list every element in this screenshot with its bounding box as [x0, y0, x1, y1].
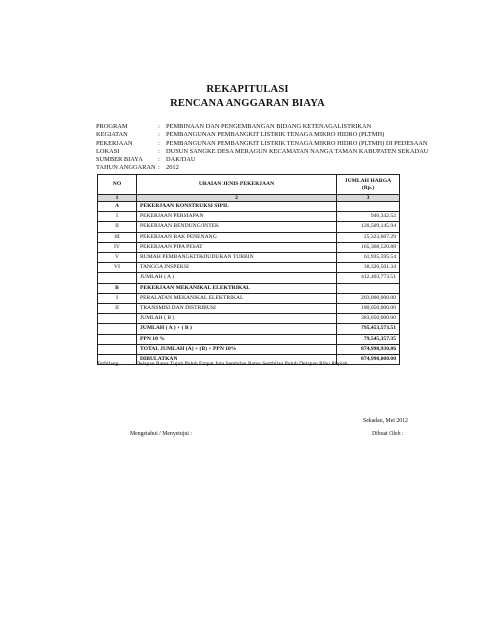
info-row-sumber-biaya — [96, 156, 428, 164]
table-row — [98, 334, 400, 344]
table-row — [98, 212, 400, 222]
info-value: PEMBANGUNAN PEMBANGKIT LISTRIK TENAGA MIKRO HIDRO (PLTMH) — [166, 131, 385, 139]
info-separator: : — [158, 147, 160, 155]
row-number: III — [98, 232, 137, 242]
row-number — [98, 334, 137, 344]
info-row-kegiatan — [96, 131, 428, 139]
info-row-tahun-anggaran — [96, 164, 428, 172]
place-date: Sekadau, Mei 2012 — [363, 418, 408, 424]
info-value: PEMBINAAN DAN PENGEMBANGAN BIDANG KETENAGALISTRIKAN — [166, 123, 372, 130]
row-amount — [337, 202, 400, 212]
approval-signature-label: Mengetahui / Menyetujui : — [130, 431, 192, 437]
amount-in-words-label: Terbilang — [97, 361, 119, 367]
amount-in-words — [97, 361, 348, 367]
row-number: IV — [98, 242, 137, 252]
row-amount: 165,368,520.88 — [337, 242, 400, 252]
table-row — [98, 263, 400, 273]
row-description: DIBULATKAN — [137, 355, 337, 365]
row-number — [98, 314, 137, 324]
row-amount: 946,342.52 — [337, 212, 400, 222]
row-description: JUMLAH ( A ) + ( B ) — [137, 324, 337, 334]
row-number — [98, 324, 137, 334]
info-separator: : — [158, 139, 160, 147]
header-amount-line1: JUMLAH HARGA — [344, 177, 392, 184]
row-description: PEKERJAAN PERSIAPAN — [137, 212, 337, 222]
row-amount: 25,323,667.29 — [337, 232, 400, 242]
row-number: II — [98, 222, 137, 232]
info-label: LOKASI — [96, 147, 120, 155]
row-description: PEKERJAAN BENDUNG/INTEK — [137, 222, 337, 232]
row-description: RUMAH PEMBANGKIT&DUDUKAN TURBIN — [137, 253, 337, 263]
table-row — [98, 273, 400, 283]
info-separator: : — [158, 156, 160, 164]
row-description: PEKERJAAN PIPA PESAT — [137, 242, 337, 252]
row-amount: 79,545,357.35 — [337, 334, 400, 344]
row-amount: 795,453,573.51 — [337, 324, 400, 334]
row-number — [98, 344, 137, 354]
table-row — [98, 242, 400, 252]
info-separator: : — [158, 131, 160, 139]
row-description: PEKERJAAN MEKANIKAL ELEKTRIKAL — [137, 283, 337, 293]
header-no: NO — [98, 175, 137, 195]
info-row-lokasi — [96, 148, 428, 156]
row-number: I — [98, 293, 137, 303]
amount-in-words-text: : Delapan Ratus Tujuh Puluh Empat Juta Sembilan Ratus Sembilan Puluh Delapan Ribu Rupiah — [133, 361, 348, 367]
document-subtitle: RENCANA ANGGARAN BIAYA — [170, 98, 325, 109]
column-number: 2 — [137, 195, 337, 202]
info-label: KEGIATAN — [96, 131, 128, 139]
row-number — [98, 273, 137, 283]
row-amount: 180,050,000.00 — [337, 304, 400, 314]
info-row-program — [96, 123, 428, 131]
row-amount: 61,935,595.54 — [337, 253, 400, 263]
row-number: II — [98, 304, 137, 314]
info-label: SUMBER BIAYA — [96, 156, 143, 164]
info-value: PEMBANGUNAN PEMBANGKIT LISTRIK TENAGA MIKRO HIDRO (PLTMH) DI PEDESAAN — [166, 139, 428, 147]
header-amount — [337, 175, 400, 195]
row-number: B — [98, 283, 137, 293]
table-row — [98, 202, 400, 212]
info-separator: : — [158, 164, 160, 172]
row-number: A — [98, 202, 137, 212]
project-info — [96, 123, 428, 173]
row-number: V — [98, 253, 137, 263]
table-row — [98, 232, 400, 242]
row-amount: 120,509,145.94 — [337, 222, 400, 232]
column-number: 3 — [337, 195, 400, 202]
info-separator: : — [158, 123, 160, 130]
row-amount: 38,320,501.34 — [337, 263, 400, 273]
row-amount: 383,050,000.00 — [337, 314, 400, 324]
row-amount: 874,998,000.00 — [337, 355, 400, 365]
table-row — [98, 253, 400, 263]
table-row — [98, 314, 400, 324]
row-amount: 203,000,000.00 — [337, 293, 400, 303]
info-value: DAK/DAU — [166, 156, 196, 164]
info-label: PROGRAM — [96, 123, 128, 130]
info-value: 2012 — [166, 164, 179, 172]
table-row — [98, 283, 400, 293]
table-row — [98, 344, 400, 354]
info-row-pekerjaan — [96, 140, 428, 148]
info-label: PEKERJAAN — [96, 139, 133, 147]
table-row — [98, 222, 400, 232]
column-number-row — [98, 195, 400, 202]
table-row — [98, 304, 400, 314]
header-amount-line2: (Rp.) — [361, 184, 375, 191]
row-amount: 874,998,930.86 — [337, 344, 400, 354]
table-row — [98, 293, 400, 303]
row-description: TOTAL JUMLAH (A) + (B) + PPN 10% — [137, 344, 337, 354]
row-description: PEKERJAAN BAK PENENANG — [137, 232, 337, 242]
prepared-by-signature-label: Dibuat Oleh : — [372, 431, 404, 437]
row-amount: 412,403,773.51 — [337, 273, 400, 283]
header-description: URAIAN JENIS PEKERJAAN — [137, 175, 337, 195]
column-number: 1 — [98, 195, 137, 202]
row-description: JUMLAH ( B ) — [137, 314, 337, 324]
row-description: PERALATAN MEKANIKAL ELEKTRIKAL — [137, 293, 337, 303]
info-value: DUSUN SANGKE DESA MERAGUN KECAMATAN NANGA TAMAN KABUPATEN SEKADAU — [166, 147, 429, 155]
info-label: TAHUN ANGGARAN — [96, 164, 156, 172]
table-header-row — [98, 175, 400, 195]
budget-table — [97, 174, 400, 365]
row-description: PEKERJAAN KONSTRUKSI SIPIL — [137, 202, 337, 212]
row-description: TRANSMISI DAN DISTRIBUSI — [137, 304, 337, 314]
row-number: VI — [98, 263, 137, 273]
row-description: JUMLAH ( A ) — [137, 273, 337, 283]
table-body — [98, 202, 400, 365]
table-row — [98, 324, 400, 334]
document-title: REKAPITULASI — [206, 84, 289, 95]
row-amount — [337, 283, 400, 293]
row-description: PPN 10 % — [137, 334, 337, 344]
row-description: TANGGA INSPEKSI — [137, 263, 337, 273]
row-number: I — [98, 212, 137, 222]
